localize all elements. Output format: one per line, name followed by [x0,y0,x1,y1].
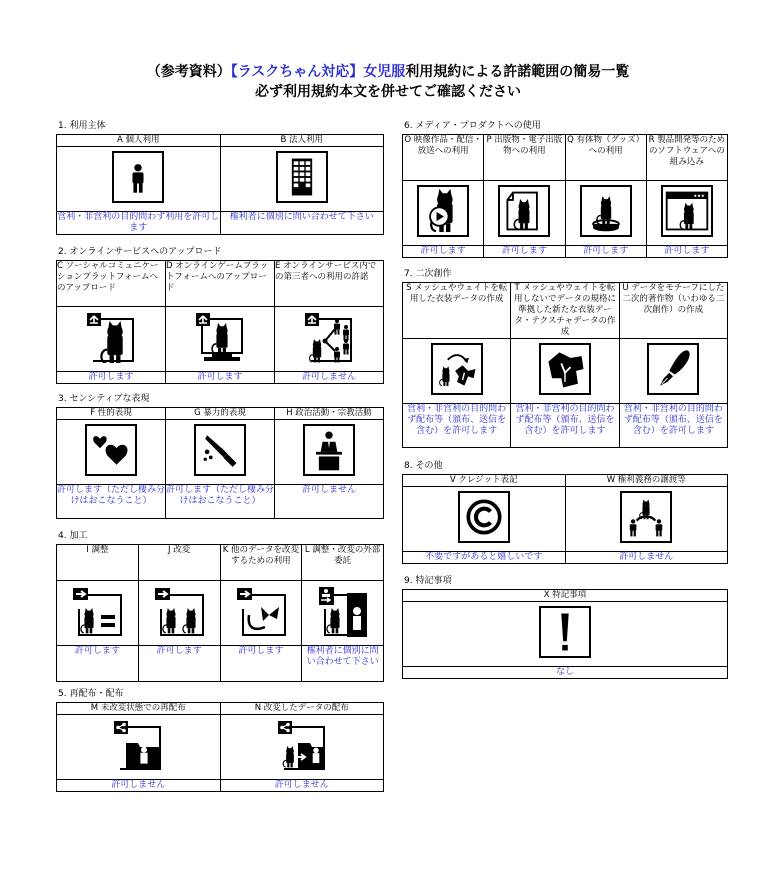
permission-table [56,702,384,792]
permission-result: 営利・非営利の目的問わず利用を許可します [57,212,220,233]
section-label: 4. 加工 [58,531,88,541]
permission-result: 許可します [646,246,727,258]
section-other [402,460,728,564]
section-redistribution [56,688,384,792]
permission-result: 許可します [484,246,565,258]
permission-result: 許可します [166,372,275,384]
upload-social-icon [85,311,137,363]
section-usage-subject [56,120,384,235]
column-header: J 改変 [138,545,220,581]
adjust-equal-icon [71,585,123,637]
permission-result: 営利・非営利の目的問わず配布等（頒布、送信を含む）を許可します [619,404,727,448]
costume-transfer-icon [431,343,483,395]
reuse-parts-icon [235,585,287,637]
permission-result: 許可します [403,246,484,258]
column-header: K 他のデータを改変するための利用 [220,545,302,581]
column-header: V クレジット表記 [403,475,566,487]
permission-table [402,282,728,448]
column-header: D オンラインゲームプラットフォームへのアップロード [166,261,275,307]
permission-table [56,134,384,235]
column-header: A 個人利用 [57,135,221,147]
column-header: M 未改変状態での再配布 [57,703,221,715]
exclamation-icon [539,606,591,658]
permission-table [56,407,384,519]
section-online-upload [56,246,384,384]
permission-result: 権利者に個別に問い合わせて下さい [302,646,384,682]
column-header: R 製品開発等のためのソフトウェアへの組み込み [646,135,727,181]
column-header: P 出版物・電子出版物への利用 [484,135,565,181]
permission-result: 許可します（ただし棲み分けはおこなうこと） [57,485,166,519]
column-header: I 調整 [57,545,139,581]
figure-goods-icon [580,185,632,237]
section-processing [56,530,384,682]
video-play-icon [417,185,469,237]
section-derivative-works [402,268,728,448]
page-title [0,62,776,102]
permission-result: 許可します（ただし棲み分けはおこなうこと） [166,485,275,519]
permission-result: 権利者に個別に問い合わせて下さい [220,212,384,235]
column-header: X 特記事項 [403,590,728,602]
permission-table [56,260,384,384]
section-label: 2. オンラインサービスへのアップロード [58,247,222,257]
column-header: L 調整・改変の外部委託 [302,545,384,581]
permission-result: 営利・非営利の目的問わず配布等（頒布、送信を含む）を許可します [403,404,511,448]
section-label: 5. 再配布・配布 [58,689,124,699]
section-label: 9. 特記事項 [404,576,452,586]
permission-table [402,134,728,258]
section-label: 7. 二次創作 [404,269,452,279]
column-header: O 映像作品・配信・放送への利用 [403,135,484,181]
permission-result: なし [403,667,728,679]
pen-nib-icon [647,343,699,395]
permission-table [402,589,728,679]
column-header: N 改変したデータの配布 [220,703,384,715]
share-folder-icon [112,719,164,771]
transfer-rights-icon [620,491,672,543]
permission-result: 許可しません [565,552,728,564]
costume-new-icon [539,343,591,395]
upload-game-icon [194,311,246,363]
permission-result: 許可しません [275,372,384,384]
column-header: S メッシュやウェイトを転用した衣装データの作成 [403,283,511,339]
permission-result: 許可します [57,646,139,682]
permission-result: 許可しません [275,485,384,519]
section-label: 8. その他 [404,461,443,471]
office-building-icon [276,151,328,203]
section-label: 3. センシティブな表現 [58,394,150,404]
title-line-1: （参考資料）【ラスクちゃん対応】女児服利用規約による許諾範囲の簡易一覧 [146,64,630,80]
section-label: 1. 利用主体 [58,121,106,131]
share-modified-icon [276,719,328,771]
column-header: E オンラインサービス内での第三者への利用の許諾 [275,261,384,307]
permission-result: 許可します [57,372,166,384]
software-window-icon [661,185,713,237]
permission-result: 許可します [220,646,302,682]
outsource-icon [317,585,369,637]
permission-table [56,544,384,682]
column-header: Q 有体物（グッズ）への利用 [565,135,646,181]
permission-result: 不要ですがあると嬉しいです [403,552,566,564]
column-header: B 法人利用 [220,135,384,147]
permission-result: 許可しません [220,780,384,792]
column-header: T メッシュやウェイトを転用しないでデータの規格に準拠した新たな衣装データ・テクスチャデータの作成 [511,283,619,339]
podium-speaker-icon [303,424,355,476]
hearts-icon [85,424,137,476]
column-header: H 政治活動・宗教活動 [275,408,384,420]
permission-result: 営利・非営利の目的問わず配布等（頒布、送信を含む）を許可します [511,404,619,448]
section-special-notes [402,575,728,679]
column-header: U データをモチーフにした二次的著作物（いわゆる二次創作）の作成 [619,283,727,339]
person-icon [112,151,164,203]
section-label: 6. メディア・プロダクトへの使用 [404,121,541,131]
section-media-product [402,120,728,258]
permission-result: 許可しません [57,780,221,792]
document-icon [498,185,550,237]
title-line-2: 必ず利用規約本文を併せてご確認ください [255,84,521,100]
modify-icon [153,585,205,637]
copyright-icon [458,491,510,543]
permission-result: 許可します [565,246,646,258]
section-sensitive-expression [56,393,384,519]
column-header: G 暴力的表現 [166,408,275,420]
knife-icon [194,424,246,476]
upload-share-icon [303,311,355,363]
column-header: C ソーシャルコミュニケーションプラットフォームへのアップロード [57,261,166,307]
permission-result: 許可します [138,646,220,682]
column-header: F 性的表現 [57,408,166,420]
permission-table [402,474,728,564]
column-header: W 権利義務の譲渡等 [565,475,728,487]
